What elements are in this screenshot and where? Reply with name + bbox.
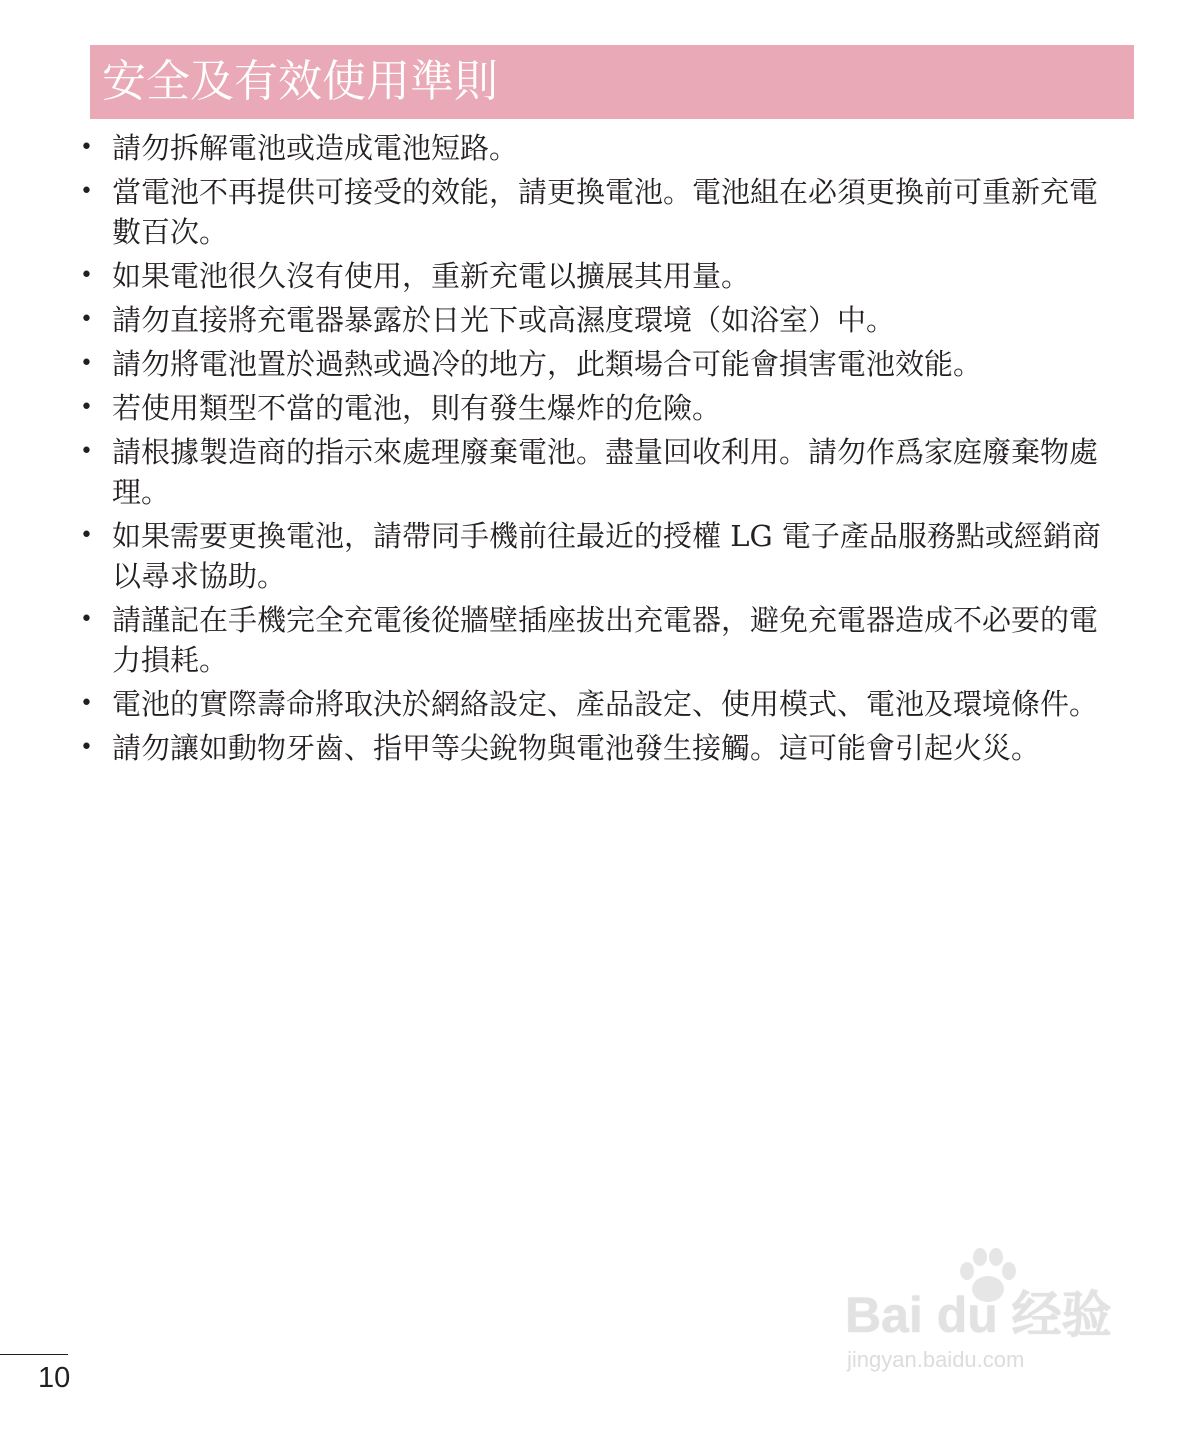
list-item	[80, 128, 1110, 168]
bullet-icon: •	[80, 735, 93, 760]
bullet-icon: •	[80, 523, 93, 548]
list-item-text: 如果電池很久沒有使用，重新充電以擴展其用量。	[112, 259, 751, 293]
section-title-bar	[90, 45, 1134, 119]
watermark-url: jingyan.baidu.com	[847, 1347, 1025, 1372]
list-item-text: 請根據製造商的指示來處理廢棄電池。盡量回收利用。請勿作爲家庭廢棄物處理。	[112, 435, 1099, 509]
safety-guidelines-list	[80, 128, 1110, 772]
page-title: 安全及有效使用準則	[102, 56, 498, 107]
page-number: 10	[38, 1362, 71, 1394]
bullet-icon: •	[80, 263, 93, 288]
list-item	[80, 344, 1110, 384]
bullet-icon: •	[80, 135, 93, 160]
bullet-icon: •	[80, 307, 93, 332]
list-item-text: 請勿讓如動物牙齒、指甲等尖銳物與電池發生接觸。這可能會引起火災。	[112, 731, 1041, 765]
bullet-icon: •	[80, 439, 93, 464]
list-item	[80, 256, 1110, 296]
bullet-icon: •	[80, 179, 93, 204]
list-item	[80, 300, 1110, 340]
list-item	[80, 172, 1110, 252]
footer-divider	[0, 1354, 68, 1355]
list-item	[80, 600, 1110, 680]
list-item-text: 電池的實際壽命將取決於網絡設定、產品設定、使用模式、電池及環境條件。	[112, 687, 1099, 721]
list-item-text: 如果需要更換電池，請帶同手機前往最近的授權 LG 電子產品服務點或經銷商以尋求協助。	[112, 519, 1101, 593]
bullet-icon: •	[80, 351, 93, 376]
list-item	[80, 684, 1110, 724]
list-item-text: 請勿拆解電池或造成電池短路。	[112, 131, 519, 165]
list-item	[80, 728, 1110, 768]
list-item-text: 請謹記在手機完全充電後從牆壁插座拔出充電器，避免充電器造成不必要的電力損耗。	[112, 603, 1099, 677]
list-item-text: 請勿直接將充電器暴露於日光下或高濕度環境（如浴室）中。	[112, 303, 896, 337]
list-item	[80, 516, 1110, 596]
list-item	[80, 432, 1110, 512]
baidu-watermark	[845, 1245, 1125, 1385]
bullet-icon: •	[80, 607, 93, 632]
watermark-logo-text: Bai du 经验	[845, 1287, 1112, 1343]
bullet-icon: •	[80, 395, 93, 420]
bullet-icon: •	[80, 691, 93, 716]
list-item-text: 若使用類型不當的電池，則有發生爆炸的危險。	[112, 391, 722, 425]
list-item-text: 當電池不再提供可接受的效能，請更換電池。電池組在必須更換前可重新充電數百次。	[112, 175, 1099, 249]
list-item-text: 請勿將電池置於過熱或過冷的地方，此類場合可能會損害電池效能。	[112, 347, 983, 381]
list-item	[80, 388, 1110, 428]
